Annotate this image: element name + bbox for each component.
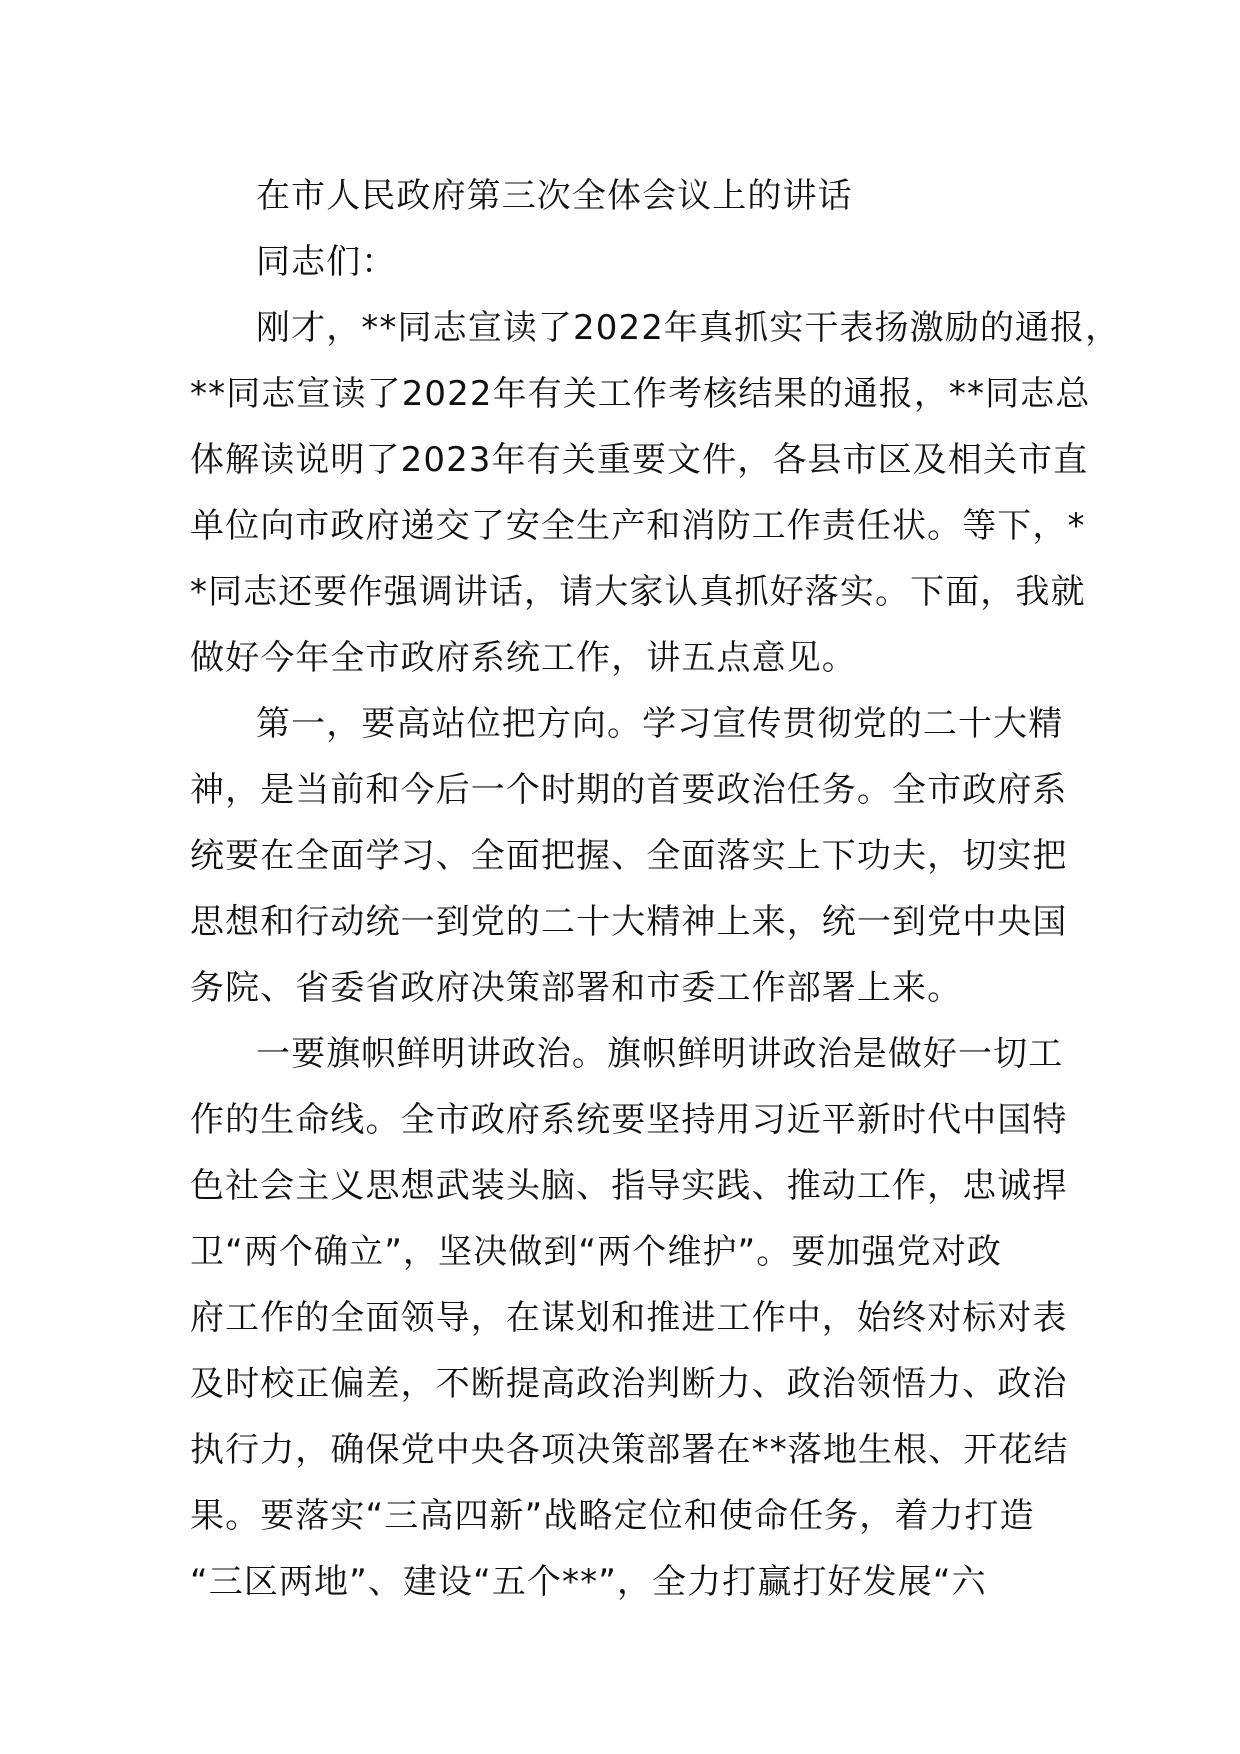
paragraph-line: 第一，要高站位把方向。学习宣传贯彻党的二十大精 bbox=[256, 704, 1064, 744]
paragraph-line: 神，是当前和今后一个时期的首要政治任务。全市政府系 bbox=[190, 770, 1068, 810]
paragraph-line: 执行力，确保党中央各项决策部署在**落地生根、开花结 bbox=[190, 1430, 1069, 1470]
paragraph-line: 统要在全面学习、全面把握、全面落实上下功夫，切实把 bbox=[190, 836, 1068, 876]
paragraph-line: 作的生命线。全市政府系统要坚持用习近平新时代中国特 bbox=[190, 1100, 1068, 1140]
salutation: 同志们： bbox=[256, 242, 397, 282]
paragraph-line: 体解读说明了2023年有关重要文件，各县市区及相关市直 bbox=[190, 440, 1089, 480]
paragraph-line: *同志还要作强调讲话，请大家认真抓好落实。下面，我就 bbox=[190, 572, 1086, 612]
paragraph-line: “三区两地”、建设“五个**”，全力打赢打好发展“六 bbox=[190, 1562, 987, 1602]
paragraph-line: 府工作的全面领导，在谋划和推进工作中，始终对标对表 bbox=[190, 1298, 1068, 1338]
paragraph-line: 做好今年全市政府系统工作，讲五点意见。 bbox=[190, 638, 857, 678]
paragraph-line: 刚才，**同志宣读了2022年真抓实干表扬激励的通报， bbox=[256, 308, 1121, 348]
paragraph-line: 果。要落实“三高四新”战略定位和使命任务，着力打造 bbox=[190, 1496, 1035, 1536]
paragraph-line: 及时校正偏差，不断提高政治判断力、政治领悟力、政治 bbox=[190, 1364, 1068, 1404]
paragraph-line: 思想和行动统一到党的二十大精神上来，统一到党中央国 bbox=[190, 902, 1068, 942]
paragraph-line: **同志宣读了2022年有关工作考核结果的通报，**同志总 bbox=[190, 374, 1091, 414]
paragraph-line: 务院、省委省政府决策部署和市委工作部署上来。 bbox=[190, 968, 963, 1008]
paragraph-line: 一要旗帜鲜明讲政治。旗帜鲜明讲政治是做好一切工 bbox=[256, 1034, 1064, 1074]
document-body bbox=[190, 163, 1121, 1615]
document-title: 在市人民政府第三次全体会议上的讲话 bbox=[256, 176, 853, 216]
paragraph-line: 色社会主义思想武装头脑、指导实践、推动工作，忠诚捍 bbox=[190, 1166, 1068, 1206]
paragraph-line: 卫“两个确立”，坚决做到“两个维护”。要加强党对政 bbox=[190, 1232, 1002, 1272]
paragraph-line: 单位向市政府递交了安全生产和消防工作责任状。等下，* bbox=[190, 506, 1086, 546]
